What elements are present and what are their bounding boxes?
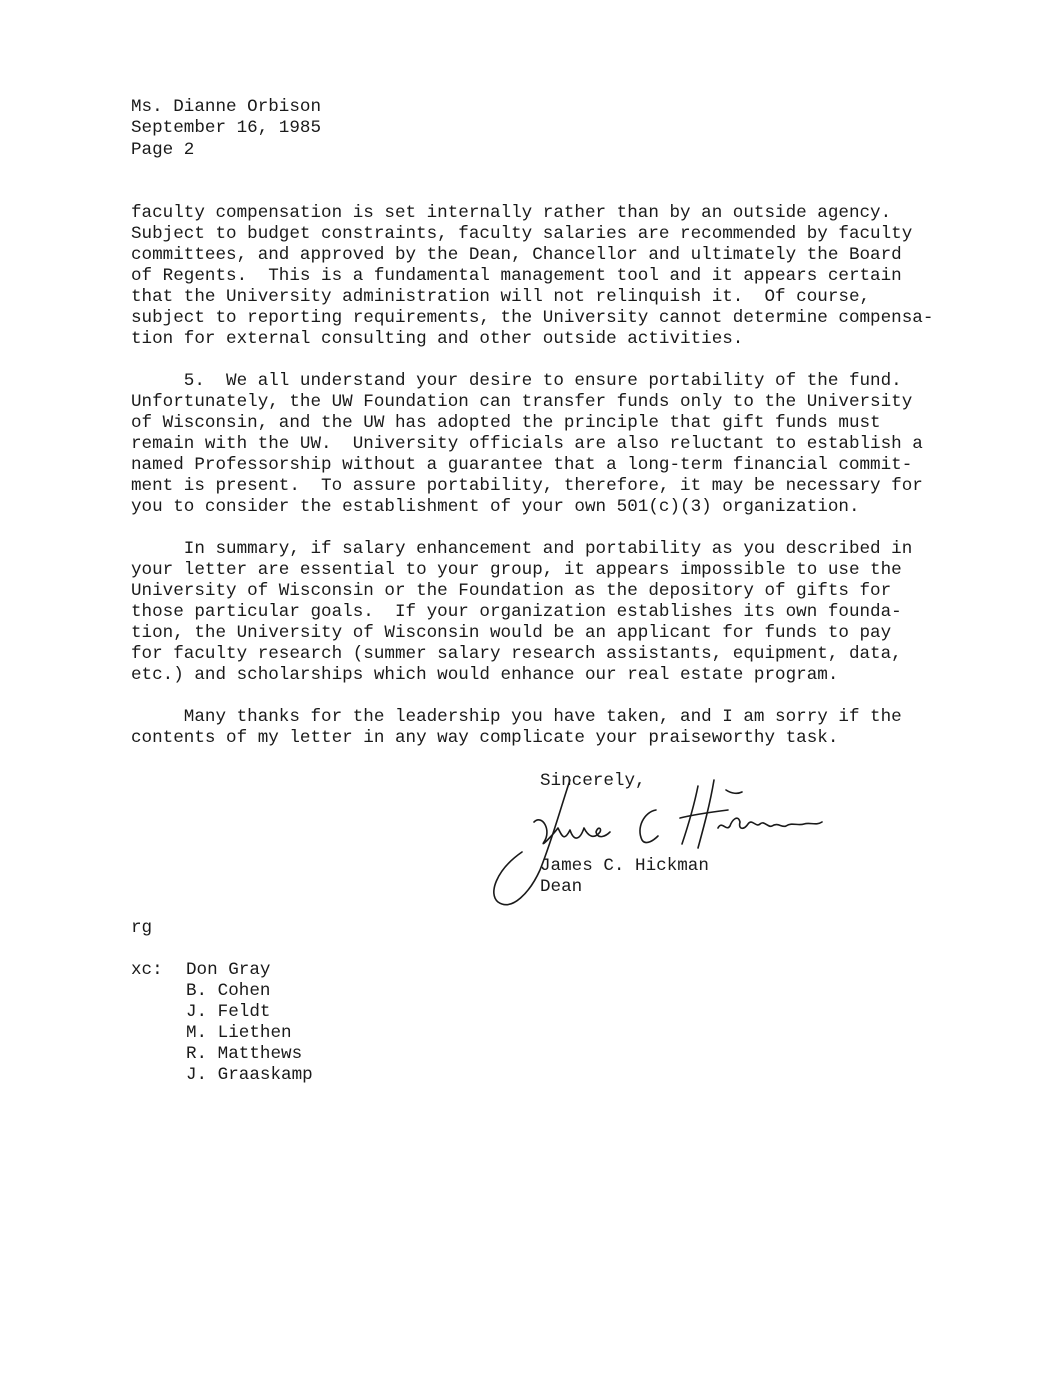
signer-name: James C. Hickman	[540, 856, 709, 876]
text-line: those particular goals. If your organization establishes its own founda-	[131, 602, 902, 622]
salutation: Sincerely,	[540, 771, 646, 791]
text-line: of Regents. This is a fundamental management tool and it appears certain	[131, 266, 902, 286]
text-line: that the University administration will not relinquish it. Of course,	[131, 287, 871, 307]
letter-date: September 16, 1985	[131, 118, 322, 138]
cc-recipient: Don Gray	[186, 960, 271, 980]
signer-title: Dean	[540, 877, 583, 897]
text-line: for faculty research (summer salary research assistants, equipment, data,	[131, 644, 902, 664]
text-line: tion for external consulting and other outside activities.	[131, 329, 744, 349]
cc-recipient: J. Feldt	[186, 1002, 271, 1022]
recipient-name: Ms. Dianne Orbison	[131, 97, 322, 117]
text-line: faculty compensation is set internally rather than by an outside agency.	[131, 203, 892, 223]
handwritten-signature	[482, 770, 827, 920]
typist-initials: rg	[131, 918, 153, 938]
text-line: Unfortunately, the UW Foundation can transfer funds only to the University	[131, 392, 913, 412]
text-line: remain with the UW. University officials are also reluctant to establish a	[131, 434, 923, 454]
text-line: Many thanks for the leadership you have taken, and I am sorry if the	[131, 707, 902, 727]
text-line: contents of my letter in any way complicate your praiseworthy task.	[131, 728, 839, 748]
page-number: Page 2	[131, 140, 195, 160]
text-line: your letter are essential to your group, it appears impossible to use the	[131, 560, 902, 580]
text-line: University of Wisconsin or the Foundation as the depository of gifts for	[131, 581, 892, 601]
text-line: Subject to budget constraints, faculty salaries are recommended by faculty	[131, 224, 913, 244]
text-line: named Professorship without a guarantee that a long-term financial commit-	[131, 455, 913, 475]
text-line: committees, and approved by the Dean, Chancellor and ultimately the Board	[131, 245, 902, 265]
cc-label: xc:	[131, 960, 163, 980]
text-line: ment is present. To assure portability, therefore, it may be necessary for	[131, 476, 923, 496]
text-line: of Wisconsin, and the UW has adopted the principle that gift funds must	[131, 413, 881, 433]
text-line: In summary, if salary enhancement and portability as you described in	[131, 539, 913, 559]
text-line: you to consider the establishment of your own 501(c)(3) organization.	[131, 497, 860, 517]
cc-recipient: J. Graaskamp	[186, 1065, 313, 1085]
cc-recipient: B. Cohen	[186, 981, 271, 1001]
text-line: subject to reporting requirements, the University cannot determine compensa-	[131, 308, 934, 328]
text-line: etc.) and scholarships which would enhance our real estate program.	[131, 665, 839, 685]
cc-recipient: R. Matthews	[186, 1044, 303, 1064]
cc-recipient: M. Liethen	[186, 1023, 292, 1043]
text-line: tion, the University of Wisconsin would be an applicant for funds to pay	[131, 623, 892, 643]
text-line: 5. We all understand your desire to ensure portability of the fund.	[131, 371, 902, 391]
